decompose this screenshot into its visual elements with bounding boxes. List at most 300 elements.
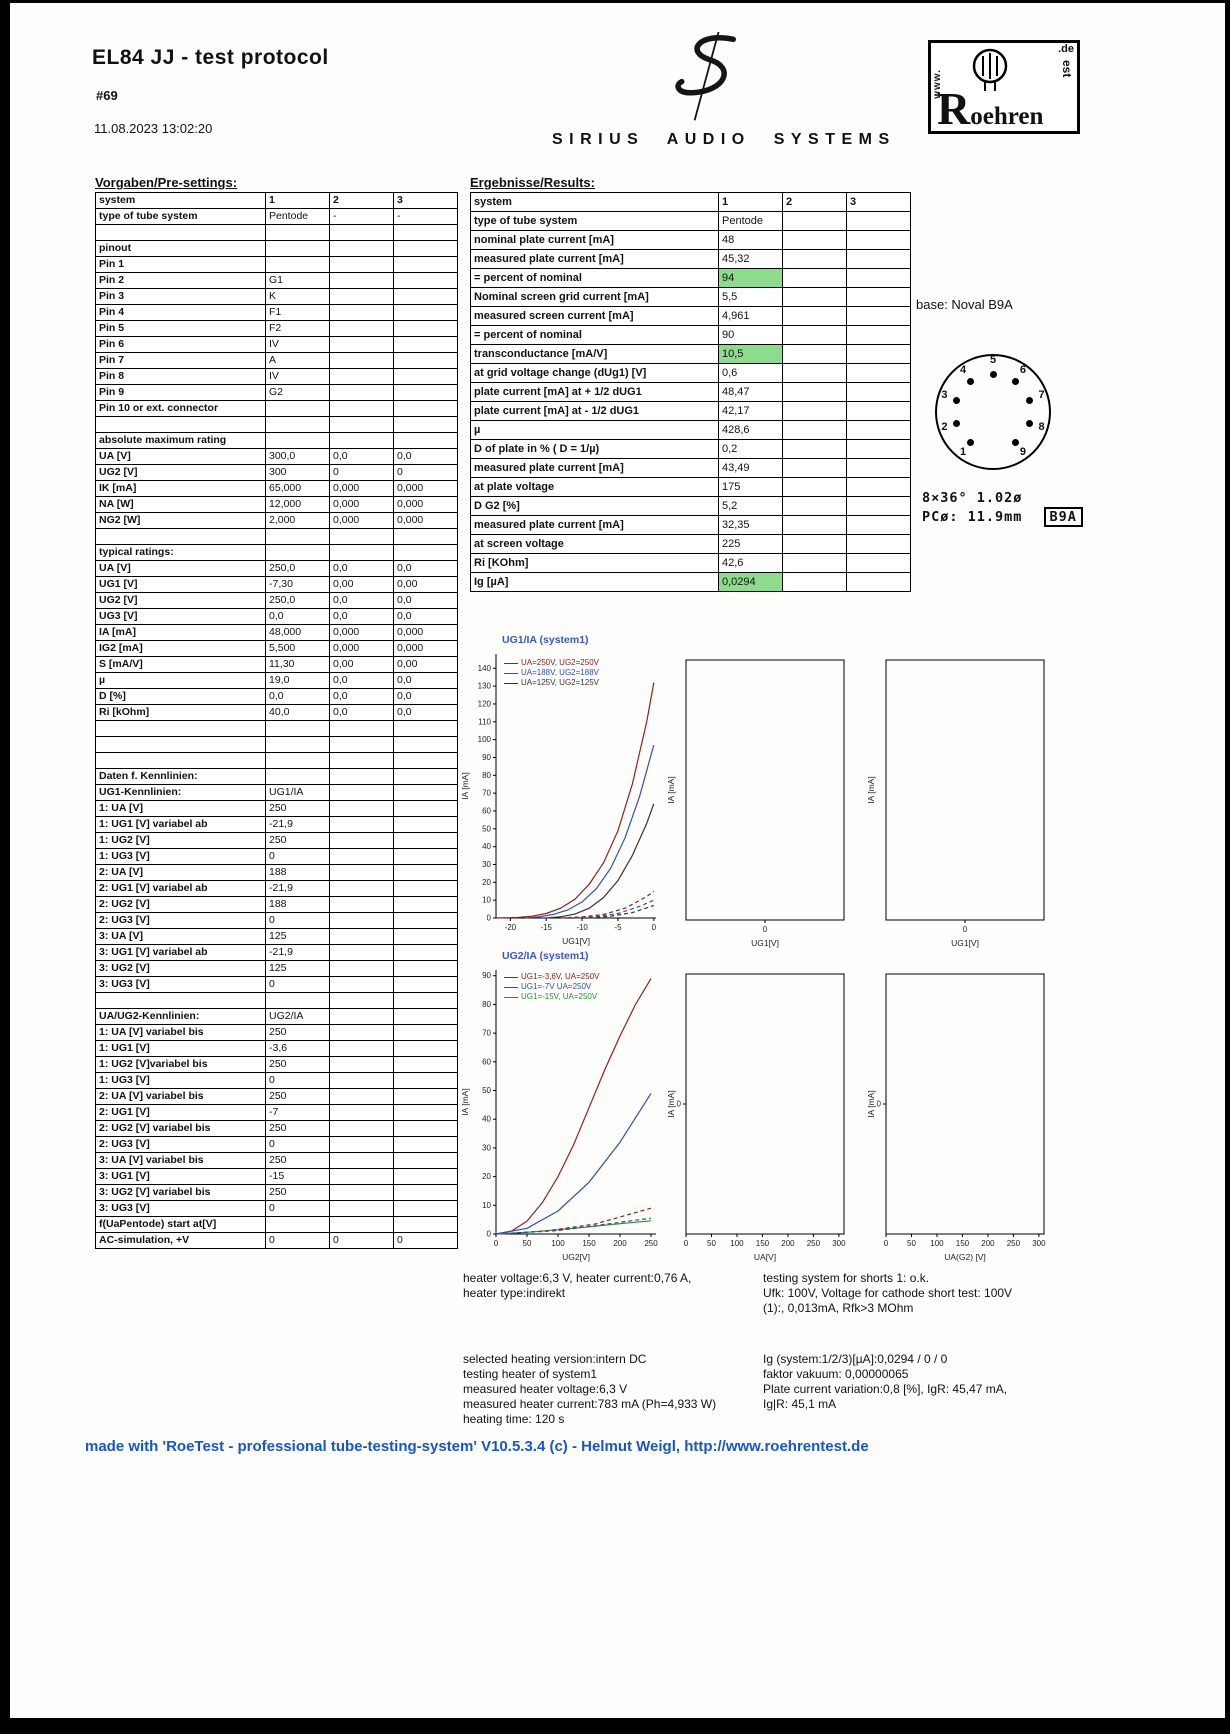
svg-text:200: 200 (613, 1239, 627, 1248)
row-value: -21,9 (266, 945, 330, 961)
svg-text:50: 50 (482, 1086, 491, 1096)
row-value: IV (266, 369, 330, 385)
row-label: 3: UG1 [V] variabel ab (96, 945, 266, 961)
document-datetime: 11.08.2023 13:02:20 (94, 121, 213, 136)
row-label: UA [V] (96, 561, 266, 577)
svg-text:60: 60 (482, 806, 491, 816)
legend-label: UG1=-3,6V, UA=250V (521, 972, 600, 981)
legend-swatch (504, 997, 518, 998)
row-value (330, 225, 394, 241)
row-value (266, 769, 330, 785)
row-value (847, 364, 911, 383)
row-value (330, 897, 394, 913)
table-row (96, 353, 458, 369)
sirius-logo-icon (655, 32, 760, 124)
table-row (471, 421, 911, 440)
row-label: plate current [mA] at - 1/2 dUG1 (471, 402, 719, 421)
row-label: transconductance [mA/V] (471, 345, 719, 364)
table-row (471, 383, 911, 402)
row-value: 2,000 (266, 513, 330, 529)
chart-plot (866, 964, 1048, 1264)
base-dimensions (922, 490, 1083, 525)
legend-item (504, 658, 599, 668)
row-value (783, 459, 847, 478)
row-label: 2: UG1 [V] (96, 1105, 266, 1121)
row-value: 0,000 (394, 497, 458, 513)
row-value (847, 307, 911, 326)
table-row (96, 321, 458, 337)
page-border-right (1225, 0, 1230, 1734)
row-label: 3: UG2 [V] (96, 961, 266, 977)
row-value: 5,500 (266, 641, 330, 657)
row-label: pinout (96, 241, 266, 257)
row-value (330, 1169, 394, 1185)
row-label: system (471, 193, 719, 212)
row-value (783, 364, 847, 383)
row-value (394, 545, 458, 561)
table-row (96, 481, 458, 497)
row-value (847, 478, 911, 497)
row-value: 0 (266, 1201, 330, 1217)
row-value: G1 (266, 273, 330, 289)
row-value (330, 801, 394, 817)
table-row (96, 1217, 458, 1233)
row-value (394, 273, 458, 289)
row-value (847, 212, 911, 231)
chart-title: UG2/IA (system1) (502, 950, 589, 962)
row-value (394, 529, 458, 545)
table-row (96, 1201, 458, 1217)
row-value: G2 (266, 385, 330, 401)
svg-text:70: 70 (482, 1028, 491, 1038)
svg-text:90: 90 (482, 752, 491, 762)
row-label (96, 529, 266, 545)
table-row (96, 273, 458, 289)
socket-pins (933, 352, 1053, 472)
table-row (96, 945, 458, 961)
row-value (330, 1217, 394, 1233)
table-row (96, 657, 458, 673)
row-label: nominal plate current [mA] (471, 231, 719, 250)
svg-text:20: 20 (482, 1172, 491, 1182)
row-value (847, 497, 911, 516)
row-value (330, 1025, 394, 1041)
row-value (783, 440, 847, 459)
row-value: 0,000 (330, 481, 394, 497)
chart-empty-bottom-right (866, 964, 1048, 1264)
row-value: 250,0 (266, 561, 330, 577)
row-label: Ri [kOhm] (96, 705, 266, 721)
row-value (330, 273, 394, 289)
svg-text:250: 250 (806, 1239, 821, 1248)
row-label: measured plate current [mA] (471, 516, 719, 535)
row-label: UG1 [V] (96, 577, 266, 593)
heater-note (463, 1271, 691, 1301)
row-value (783, 307, 847, 326)
table-row (96, 369, 458, 385)
table-row (96, 337, 458, 353)
row-value: 250 (266, 1057, 330, 1073)
row-value (847, 269, 911, 288)
table-row (96, 1073, 458, 1089)
row-value (394, 241, 458, 257)
row-value (783, 535, 847, 554)
svg-text:40: 40 (482, 842, 491, 852)
pin-dot (967, 439, 974, 446)
legend-item (504, 972, 599, 982)
legend-label: UG1=-7V UA=250V (521, 982, 592, 991)
row-value (847, 440, 911, 459)
table-row (96, 609, 458, 625)
row-label: Ig [µA] (471, 573, 719, 592)
table-row (96, 449, 458, 465)
table-row (96, 593, 458, 609)
legend-swatch (504, 673, 518, 674)
pin-circle-text: PCø: 11.9mm (922, 509, 1023, 525)
row-label: Pin 6 (96, 337, 266, 353)
legend-swatch (504, 663, 518, 664)
row-label (96, 737, 266, 753)
row-value (330, 1041, 394, 1057)
results-table (470, 192, 911, 592)
table-row (96, 833, 458, 849)
svg-text:130: 130 (477, 681, 491, 691)
text-line: testing heater of system1 (463, 1367, 598, 1381)
table-row (471, 231, 911, 250)
svg-text:100: 100 (930, 1239, 944, 1248)
row-label (96, 753, 266, 769)
row-value (330, 1153, 394, 1169)
row-label: NA [W] (96, 497, 266, 513)
table-row (96, 1121, 458, 1137)
row-value (394, 369, 458, 385)
table-row (96, 1105, 458, 1121)
pin-number: 4 (959, 363, 967, 376)
row-value (394, 929, 458, 945)
table-row (96, 1137, 458, 1153)
row-value: 0,000 (394, 513, 458, 529)
row-value (330, 913, 394, 929)
row-label: 1: UG2 [V] (96, 833, 266, 849)
row-value (394, 721, 458, 737)
row-value: 12,000 (266, 497, 330, 513)
row-label (96, 721, 266, 737)
row-label: 2: UG3 [V] (96, 1137, 266, 1153)
document-title: EL84 JJ - test protocol (92, 46, 329, 69)
table-row (96, 689, 458, 705)
row-value (330, 433, 394, 449)
legend-label: UA=125V, UG2=125V (521, 678, 599, 687)
table-row (96, 257, 458, 273)
table-row (471, 288, 911, 307)
row-value (394, 817, 458, 833)
row-value: 0 (394, 465, 458, 481)
text-line: testing system for shorts 1: o.k. (763, 1271, 930, 1285)
row-value: 0,0 (394, 689, 458, 705)
row-value (330, 417, 394, 433)
chart-legend (504, 972, 599, 1002)
row-value (394, 849, 458, 865)
row-value: UG2/IA (266, 1009, 330, 1025)
row-label: UA/UG2-Kennlinien: (96, 1009, 266, 1025)
table-row (96, 305, 458, 321)
row-value (330, 385, 394, 401)
row-value: 43,49 (719, 459, 783, 478)
row-label: at plate voltage (471, 478, 719, 497)
row-value: 1 (266, 193, 330, 209)
chart-plot (666, 964, 848, 1264)
table-row (96, 529, 458, 545)
row-label: 1: UG1 [V] variabel ab (96, 817, 266, 833)
svg-text:10: 10 (482, 1200, 491, 1210)
table-row (96, 721, 458, 737)
row-label: system (96, 193, 266, 209)
row-label: Daten f. Kennlinien: (96, 769, 266, 785)
row-label: 1: UG2 [V]variabel bis (96, 1057, 266, 1073)
table-row (96, 1025, 458, 1041)
row-label: D of plate in % ( D = 1/µ) (471, 440, 719, 459)
row-label: 1: UA [V] variabel bis (96, 1025, 266, 1041)
chart-ug1-ia (460, 634, 662, 948)
row-value (394, 305, 458, 321)
row-value (330, 353, 394, 369)
row-label: = percent of nominal (471, 326, 719, 345)
row-value (783, 478, 847, 497)
logo-roehren-text (937, 83, 1044, 134)
svg-text:300: 300 (832, 1239, 846, 1248)
row-value (266, 753, 330, 769)
svg-text:IA [mA]: IA [mA] (866, 1090, 876, 1118)
svg-text:120: 120 (477, 699, 491, 709)
table-row (471, 250, 911, 269)
row-value (266, 545, 330, 561)
svg-text:UA(G2) [V]: UA(G2) [V] (944, 1252, 986, 1262)
table-row (471, 440, 911, 459)
table-row (96, 673, 458, 689)
row-value: 0,00 (330, 577, 394, 593)
row-value: 0,0294 (719, 573, 783, 592)
row-value (847, 573, 911, 592)
row-value (330, 785, 394, 801)
row-value: 48,000 (266, 625, 330, 641)
row-value (394, 401, 458, 417)
row-value (783, 212, 847, 231)
text-line: heater voltage:6,3 V, heater current:0,76 A, (463, 1271, 692, 1285)
row-value (394, 945, 458, 961)
table-row (96, 1089, 458, 1105)
text-line: faktor vakuum: 0,00000065 (763, 1367, 909, 1381)
row-value: 65,000 (266, 481, 330, 497)
chart-plot (866, 650, 1048, 950)
table-row (96, 465, 458, 481)
text-line: Ig (system:1/2/3)[µA]:0,0294 / 0 / 0 (763, 1352, 948, 1366)
table-row (471, 212, 911, 231)
table-row (471, 478, 911, 497)
row-label: UA [V] (96, 449, 266, 465)
row-value (394, 337, 458, 353)
table-row (96, 865, 458, 881)
legend-swatch (504, 683, 518, 684)
results-title: Ergebnisse/Results: (470, 175, 595, 190)
row-label: Pin 3 (96, 289, 266, 305)
legend-item (504, 982, 599, 992)
row-value: 0,0 (266, 609, 330, 625)
row-label: 2: UG1 [V] variabel ab (96, 881, 266, 897)
socket-diagram (933, 352, 1053, 472)
socket-name-badge: B9A (1044, 507, 1083, 527)
table-row (96, 417, 458, 433)
table-row (96, 769, 458, 785)
row-value (847, 383, 911, 402)
row-value (330, 1057, 394, 1073)
pin-number: 5 (989, 354, 997, 366)
row-value: 0 (330, 465, 394, 481)
row-value (394, 321, 458, 337)
document-number: #69 (96, 88, 118, 103)
row-value (330, 369, 394, 385)
row-label: UG1-Kennlinien: (96, 785, 266, 801)
row-label: 1: UG3 [V] (96, 1073, 266, 1089)
row-value: 0,0 (330, 561, 394, 577)
row-value (394, 289, 458, 305)
row-value: 300,0 (266, 449, 330, 465)
svg-text:IA [mA]: IA [mA] (460, 1088, 470, 1116)
logo-r-letter: R (937, 83, 971, 134)
row-value: 0,000 (330, 497, 394, 513)
svg-text:80: 80 (482, 770, 491, 780)
row-value: 4,961 (719, 307, 783, 326)
table-row (471, 516, 911, 535)
row-value (330, 241, 394, 257)
table-row (96, 561, 458, 577)
table-row (96, 433, 458, 449)
row-label: type of tube system (96, 209, 266, 225)
chart-plot (666, 650, 848, 950)
row-label: 2: UG3 [V] (96, 913, 266, 929)
row-value: 42,17 (719, 402, 783, 421)
svg-text:UG1[V]: UG1[V] (751, 938, 779, 948)
row-value: -21,9 (266, 817, 330, 833)
svg-text:250: 250 (644, 1239, 658, 1248)
row-value (330, 1137, 394, 1153)
row-label: NG2 [W] (96, 513, 266, 529)
row-value (394, 1057, 458, 1073)
row-label: UG2 [V] (96, 593, 266, 609)
table-row (96, 977, 458, 993)
row-value: 32,35 (719, 516, 783, 535)
table-row (471, 535, 911, 554)
row-value (266, 993, 330, 1009)
row-value (783, 383, 847, 402)
row-label: µ (96, 673, 266, 689)
legend-label: UG1=-15V, UA=250V (521, 992, 598, 1001)
row-label: 2: UA [V] (96, 865, 266, 881)
row-value (266, 257, 330, 273)
row-value: 0,0 (330, 673, 394, 689)
row-value (394, 769, 458, 785)
legend-swatch (504, 977, 518, 978)
row-value: 0,2 (719, 440, 783, 459)
row-value (394, 1025, 458, 1041)
brand-name: SIRIUS AUDIO SYSTEMS (552, 131, 896, 148)
row-value (330, 545, 394, 561)
row-value: 188 (266, 865, 330, 881)
table-row (96, 801, 458, 817)
pin-dot (990, 371, 997, 378)
row-value (847, 535, 911, 554)
table-row (471, 345, 911, 364)
row-value: -7 (266, 1105, 330, 1121)
table-row (471, 364, 911, 383)
row-value (330, 961, 394, 977)
svg-text:90: 90 (482, 971, 491, 981)
text-line: heater type:indirekt (463, 1286, 566, 1300)
row-value (330, 1185, 394, 1201)
row-value: - (330, 209, 394, 225)
row-value (394, 1137, 458, 1153)
row-value (394, 1201, 458, 1217)
row-label: 3: UG2 [V] variabel bis (96, 1185, 266, 1201)
chart-plot (460, 650, 662, 948)
row-value: 0,0 (330, 449, 394, 465)
row-value (394, 1121, 458, 1137)
svg-text:40: 40 (482, 1114, 491, 1124)
row-value: 0,0 (330, 689, 394, 705)
row-value: 0 (266, 977, 330, 993)
row-value: 0 (394, 1233, 458, 1249)
svg-text:30: 30 (482, 1143, 491, 1153)
row-value (847, 516, 911, 535)
row-value (783, 497, 847, 516)
svg-text:-20: -20 (504, 923, 517, 932)
logo-de-text: .de (1058, 43, 1074, 55)
row-value (266, 401, 330, 417)
row-label: 2: UG2 [V] variabel bis (96, 1121, 266, 1137)
row-value: 250 (266, 1025, 330, 1041)
row-value (394, 1153, 458, 1169)
row-value (783, 250, 847, 269)
row-value (783, 421, 847, 440)
svg-text:50: 50 (907, 1239, 916, 1248)
svg-text:200: 200 (781, 1239, 795, 1248)
pin-dot (953, 397, 960, 404)
row-value (847, 421, 911, 440)
row-value (266, 721, 330, 737)
row-value (394, 961, 458, 977)
row-label: measured plate current [mA] (471, 459, 719, 478)
svg-text:UG1[V]: UG1[V] (951, 938, 979, 948)
svg-text:60: 60 (482, 1057, 491, 1067)
svg-text:IA [mA]: IA [mA] (666, 776, 676, 804)
row-value (394, 801, 458, 817)
row-value (394, 1169, 458, 1185)
row-value (330, 977, 394, 993)
svg-text:0: 0 (762, 925, 768, 934)
svg-text:0: 0 (486, 913, 491, 923)
row-value (330, 337, 394, 353)
row-label: f(UaPentode) start at[V] (96, 1217, 266, 1233)
row-value (266, 241, 330, 257)
row-value (330, 321, 394, 337)
roehrentest-logo (928, 40, 1080, 134)
table-row (96, 401, 458, 417)
row-label: at grid voltage change (dUg1) [V] (471, 364, 719, 383)
row-value: 0,0 (266, 689, 330, 705)
row-value: 250,0 (266, 593, 330, 609)
row-value: F1 (266, 305, 330, 321)
pin-number: 3 (941, 389, 948, 402)
row-value: 0 (266, 849, 330, 865)
